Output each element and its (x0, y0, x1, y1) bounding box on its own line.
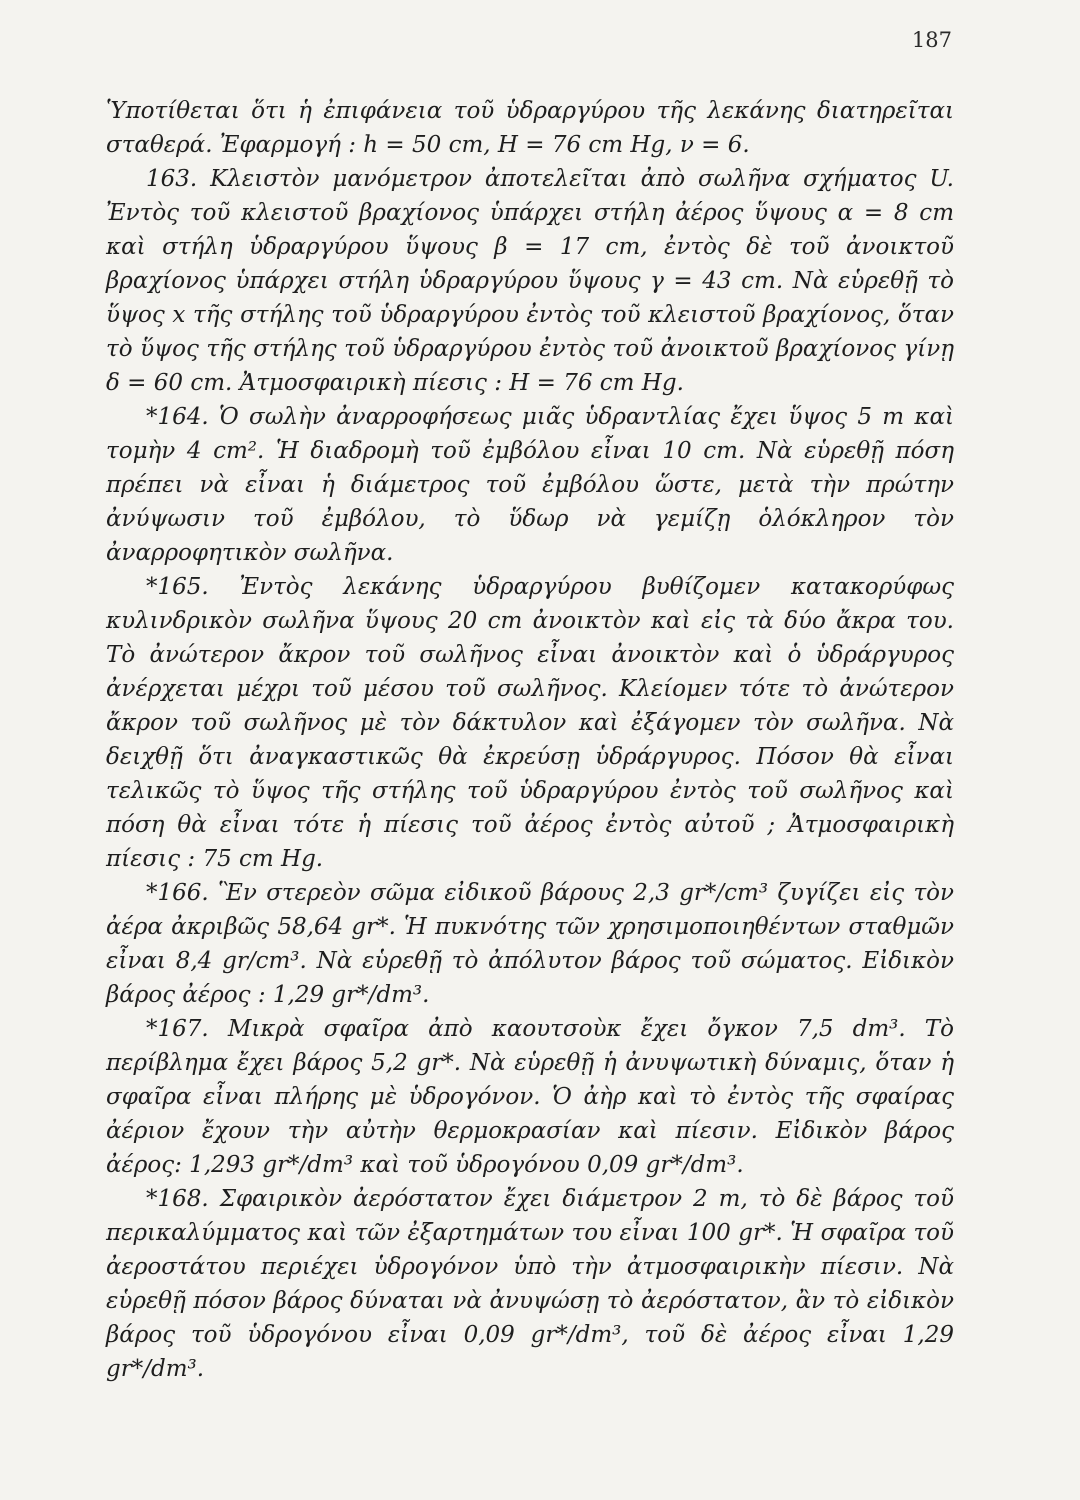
exercise-text: Ἐντὸς λεκάνης ὑδραργύρου βυθίζομεν κατακορύφως κυλινδρικὸν σωλῆνα ὕψους 20 cm ἀνοικτὸν καὶ εἰς τὰ δύο ἄκρα του. Τὸ ἀνώτερον ἄκρον τοῦ σωλῆνος εἶναι ἀνοικτὸν καὶ ὁ ὑδράργυρος ἀνέρχεται μέχρι τοῦ μέσου τοῦ σωλῆνος. Κλείομεν τότε τὸ ἀνώτερον ἄκρον τοῦ σωλῆνος μὲ τὸν δάκτυλον καὶ ἐξάγομεν τὸν σωλῆνα. Νὰ δειχθῇ ὅτι ἀναγκαστικῶς θὰ ἐκρεύσῃ ὑδράργυρος. Πόσον θὰ εἶναι τελικῶς τὸ ὕψος τῆς στήλης τοῦ ὑδραργύρου ἐντὸς τοῦ σωλῆνος καὶ πόση θὰ εἶναι τότε ἡ πίεσις τοῦ ἀέρος ἐντὸς αὐτοῦ ; Ἀτμοσφαιρικὴ πίεσις : 75 cm Hg. (106, 574, 955, 872)
exercise-168 (106, 1182, 954, 1386)
exercise-text: Ὁ σωλὴν ἀναρροφήσεως μιᾶς ὑδραντλίας ἔχει ὕψος 5 m καὶ τομὴν 4 cm². Ἡ διαδρομὴ τοῦ ἐμβόλου εἶναι 10 cm. Νὰ εὑρεθῇ πόση πρέπει νὰ εἶναι ἡ διάμετρος τοῦ ἐμβόλου ὥστε, μετὰ τὴν πρώτην ἀνύψωσιν τοῦ ἐμβόλου, τὸ ὕδωρ νὰ γεμίζῃ ὁλόκληρον τὸν ἀναρροφητικὸν σωλῆνα. (106, 404, 954, 566)
exercise-number: *167. (146, 1016, 209, 1042)
paragraph-continuation (106, 94, 954, 162)
exercise-number: 163. (146, 166, 198, 192)
exercise-text-block (106, 94, 954, 1386)
exercise-text: Μικρὰ σφαῖρα ἀπὸ καουτσοὺκ ἔχει ὄγκον 7,5 dm³. Τὸ περίβλημα ἔχει βάρος 5,2 gr*. Νὰ εὑρεθῇ ἡ ἀνυψωτικὴ δύναμις, ὅταν ἡ σφαῖρα εἶναι πλήρης μὲ ὑδρογόνον. Ὁ ἀὴρ καὶ τὸ ἐντὸς τῆς σφαίρας ἀέριον ἔχουν τὴν αὐτὴν θερμοκρασίαν καὶ πίεσιν. Εἰδικὸν βάρος ἀέρος: 1,293 gr*/dm³ καὶ τοῦ ὑδρογόνου 0,09 gr*/dm³. (106, 1016, 954, 1178)
exercise-number: *168. (146, 1186, 209, 1212)
exercise-number: *166. (146, 880, 209, 906)
exercise-text: Ἓν στερεὸν σῶμα εἰδικοῦ βάρους 2,3 gr*/cm³ ζυγίζει εἰς τὸν ἀέρα ἀκριβῶς 58,64 gr*. Ἡ πυκνότης τῶν χρησιμοποιηθέντων σταθμῶν εἶναι 8,4 gr/cm³. Νὰ εὑρεθῇ τὸ ἀπόλυτον βάρος τοῦ σώματος. Εἰδικὸν βάρος ἀέρος : 1,29 gr*/dm³. (106, 880, 954, 1008)
exercise-167 (106, 1012, 954, 1182)
page-number: 187 (911, 28, 952, 52)
exercise-text: Κλειστὸν μανόμετρον ἀποτελεῖται ἀπὸ σωλῆνα σχήματος U. Ἐντὸς τοῦ κλειστοῦ βραχίονος ὑπάρχει στήλη ἀέρος ὕψους α = 8 cm καὶ στήλη ὑδραργύρου ὕψους β = 17 cm, ἐντὸς δὲ τοῦ ἀνοικτοῦ βραχίονος ὑπάρχει στήλη ὑδραργύρου ὕψους γ = 43 cm. Νὰ εὑρεθῇ τὸ ὕψος x τῆς στήλης τοῦ ὑδραργύρου ἐντὸς τοῦ κλειστοῦ βραχίονος, ὅταν τὸ ὕψος τῆς στήλης τοῦ ὑδραργύρου ἐντὸς τοῦ ἀνοικτοῦ βραχίονος γίνῃ δ = 60 cm. Ἀτμοσφαιρικὴ πίεσις : H = 76 cm Hg. (106, 166, 954, 396)
exercise-165 (106, 570, 954, 876)
exercise-text: Σφαιρικὸν ἀερόστατον ἔχει διάμετρον 2 m, τὸ δὲ βάρος τοῦ περικαλύμματος καὶ τῶν ἐξαρτημάτων του εἶναι 100 gr*. Ἡ σφαῖρα τοῦ ἀεροστάτου περιέχει ὑδρογόνον ὑπὸ τὴν ἀτμοσφαιρικὴν πίεσιν. Νὰ εὑρεθῇ πόσον βάρος δύναται νὰ ἀνυψώσῃ τὸ ἀερόστατον, ἂν τὸ εἰδικὸν βάρος τοῦ ὑδρογόνου εἶναι 0,09 gr*/dm³, τοῦ δὲ ἀέρος εἶναι 1,29 gr*/dm³. (106, 1186, 955, 1382)
exercise-163 (106, 162, 954, 400)
exercise-number: *164. (146, 404, 209, 430)
paragraph-text: Ὑποτίθεται ὅτι ἡ ἐπιφάνεια τοῦ ὑδραργύρου τῆς λεκάνης διατηρεῖται σταθερά. Ἐφαρμογή : h = 50 cm, H = 76 cm Hg, ν = 6. (106, 98, 954, 158)
exercise-166 (106, 876, 954, 1012)
exercise-number: *165. (146, 574, 209, 600)
exercise-164 (106, 400, 954, 570)
